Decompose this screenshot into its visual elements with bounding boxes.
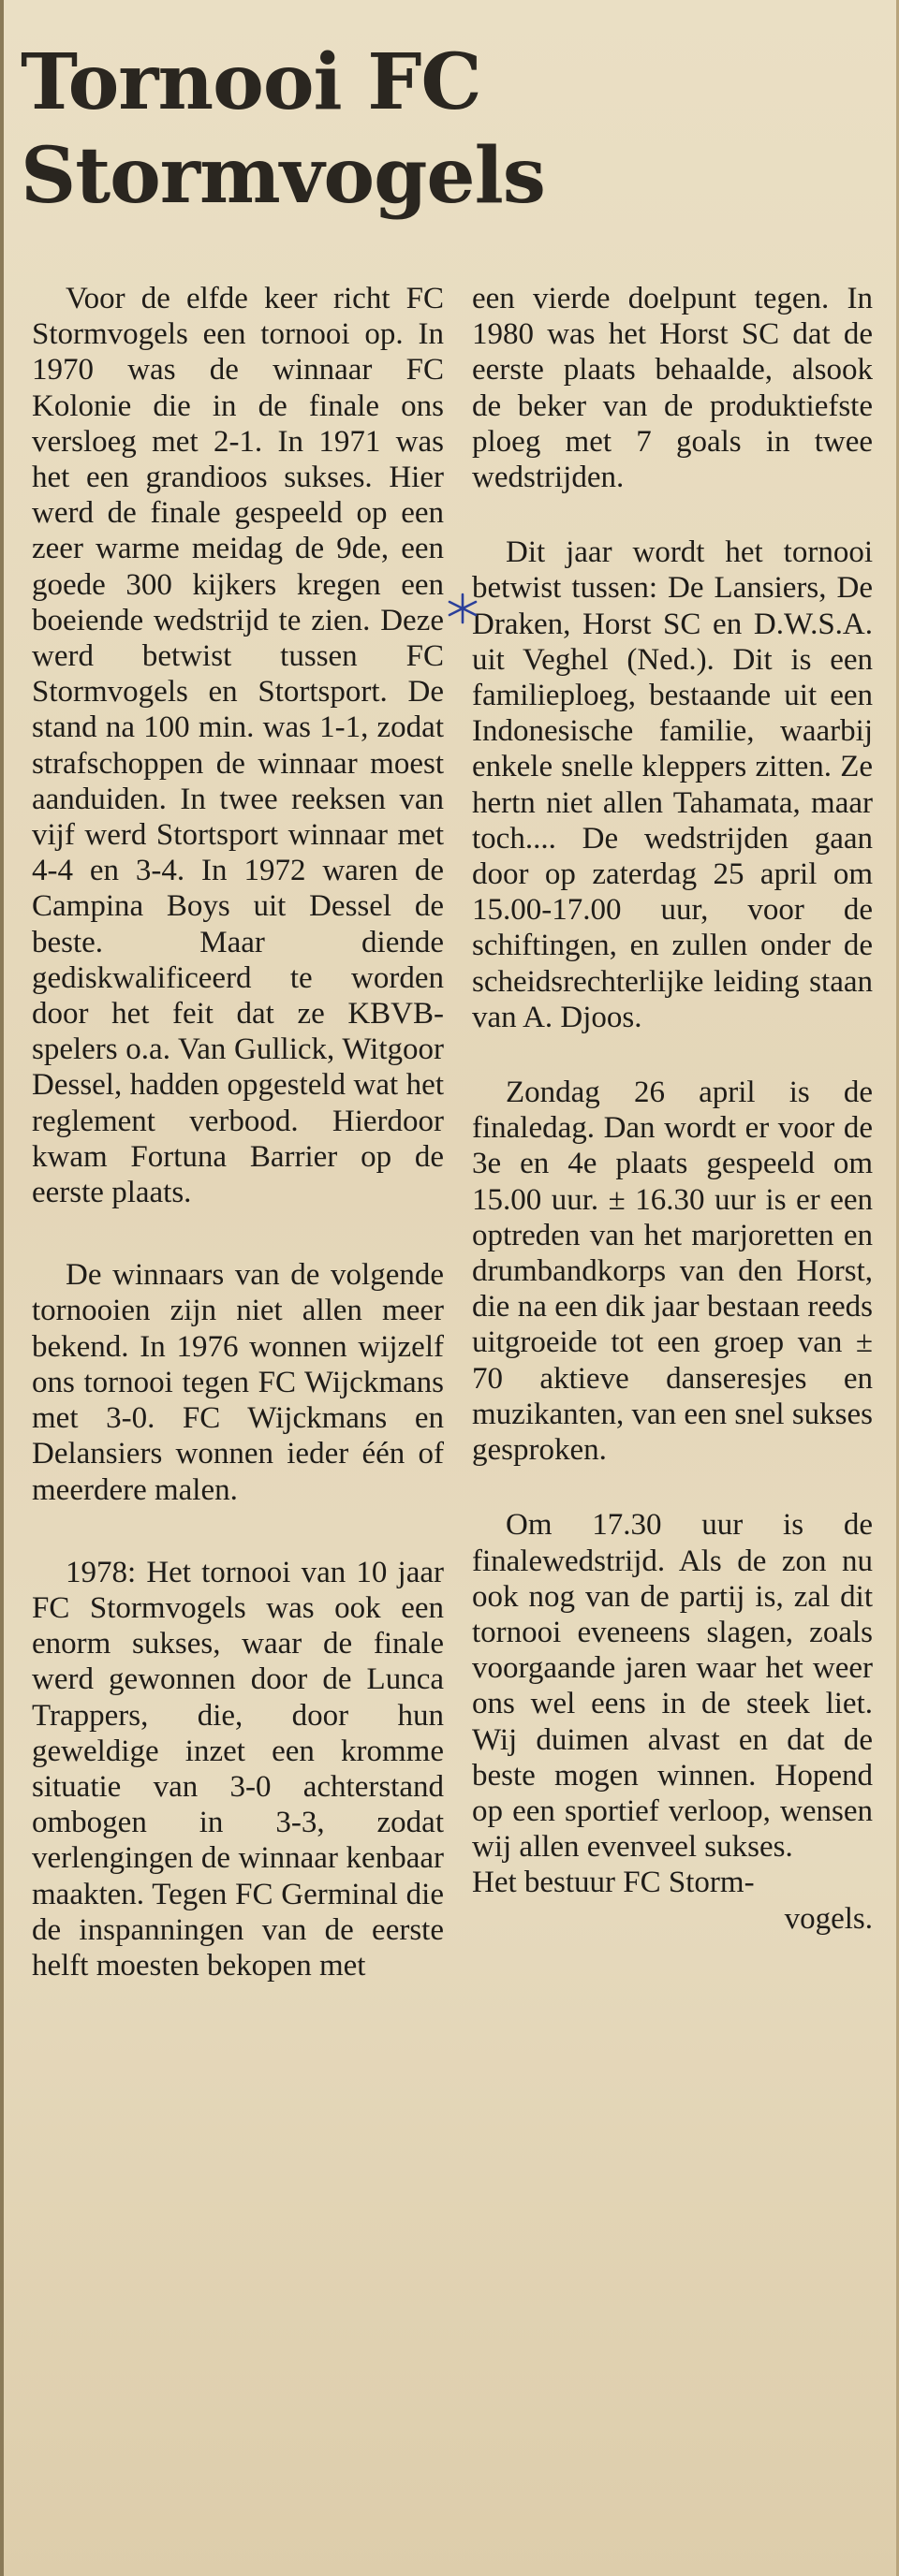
asterisk-pen-mark-icon (444, 590, 481, 627)
paragraph-gap (32, 1508, 444, 1555)
paragraph-gap (472, 495, 873, 534)
paragraph-gap (472, 1468, 873, 1507)
title-line-1: Tornooi FC (21, 37, 481, 127)
paragraph-final-match: Om 17.30 uur is de finalewedstrijd. Als de zon nu ook nog van de partij is, zal dit tornooi eveneens slagen, zoals voorgaande jaren waar het weer ons wel eens in de steek liet. Wij duimen alvast en dat de beste mogen winnen. Hopend op een sportief verloop, wensen wij allen evenveel sukses. (472, 1508, 873, 1865)
signature-line-2: vogels. (784, 1901, 873, 1936)
paragraph-history: Voor de elfde keer richt FC Stormvogels een tornooi op. In 1970 was de winnaar FC Kolonie die in de finale ons versloeg met 2-1. In 1971 was het een grandioos sukses. Hier werd de finale gespeeld op een zeer warme meidag de 9de, een goede 300 kijkers kregen een boeiende wedstrijd te zien. Deze werd betwist tussen FC Stormvogels en Stortsport. De stand na 100 min. was 1-1, zodat strafschoppen de winnaar moest aanduiden. In twee reeksen van vijf werd Stortsport winnaar met 4-4 en 3-4. In 1972 waren de Campina Boys uit Dessel de beste. Maar diende gediskwalificeerd te worden door het feit dat ze KBVB-spelers o.a. Van Gullick, Witgoor Dessel, hadden opgesteld wat het reglement verbood. Hierdoor kwam Fortuna Barrier op de eerste plaats. (32, 282, 444, 1210)
left-column (32, 281, 444, 1983)
paragraph-gap (32, 1210, 444, 1257)
paragraph-teams: Dit jaar wordt het tornooi betwist tussen: De Lansiers, De Draken, Horst SC en D.W.S.A. uit Veghel (Ned.). Dit is een familieploeg, bestaande uit een Indonesische familie, waarbij enkele snelle kleppers zitten. Ze hertn niet allen Tahamata, maar toch.... De wedstrijden gaan door op zaterdag 25 april om 15.00-17.00 uur, voor de schiftingen, en zullen onder de scheidsrechterlijke leiding staan van A. Djoos. (472, 535, 873, 1034)
paragraph-finale: Zondag 26 april is de finaledag. Dan wordt er voor de 3e en 4e plaats gespeeld om 15.00 uur. ± 16.30 uur is er een optreden van het marjoretten en drumbandkorps van den Horst, die na een dik jaar bestaan reeds uitgroeide tot een groep van ± 70 aktieve danseresjes en muzikanten, van een snel sukses gesproken. (472, 1076, 873, 1468)
paragraph-1978: 1978: Het tornooi van 10 jaar FC Stormvogels was ook een enorm sukses, waar de finale werd gewonnen door de Lunca Trappers, die, door hun geweldige inzet een kromme situatie van 3-0 achterstand ombogen in 3-3, zodat verlengingen de winnaar kenbaar maakten. Tegen FC Germinal die de inspanningen van de eerste helft moesten bekopen met (32, 1555, 444, 1983)
paragraph-1980: een vierde doelpunt tegen. In 1980 was het Horst SC dat de eerste plaats behaalde, alsook de beker van de produktiefste ploeg met 7 goals in twee wedstrijden. (472, 282, 873, 495)
paragraph-gap (472, 1035, 873, 1075)
right-column (472, 281, 873, 1937)
article-title (21, 36, 882, 223)
signature-line-1: Het bestuur FC Storm- (472, 1866, 755, 1900)
signature (472, 1865, 873, 1936)
paragraph-winners: De winnaars van de volgende tornooien zijn niet allen meer bekend. In 1976 wonnen wijzelf ons tornooi tegen FC Wijckmans met 3-0. FC Wijckmans en Delansiers wonnen ieder één of meerdere malen. (32, 1258, 444, 1507)
title-line-2: Stormvogels (21, 131, 545, 221)
